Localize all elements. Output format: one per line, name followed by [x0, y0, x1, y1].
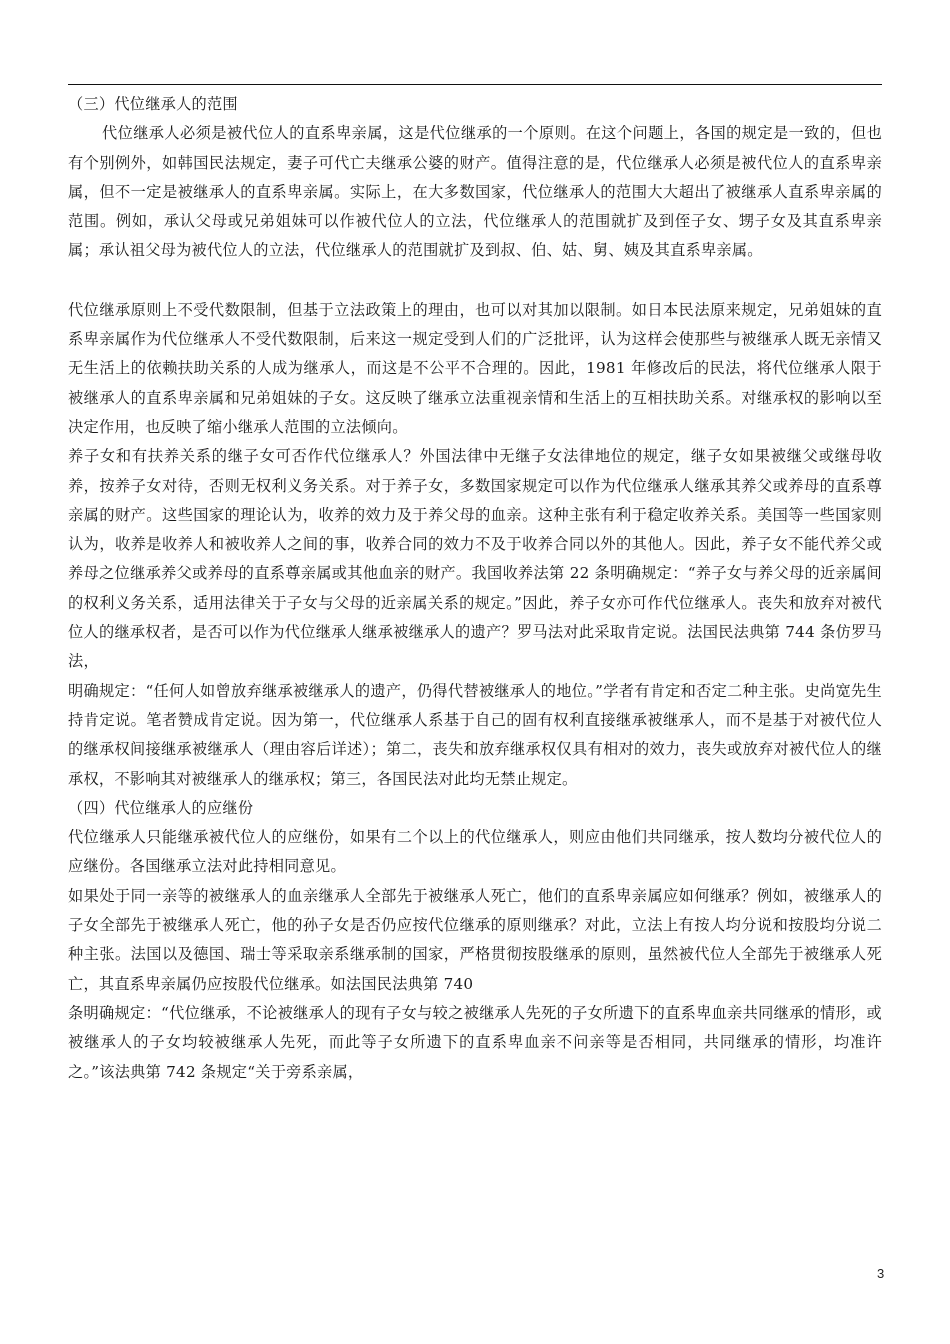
document-body — [68, 90, 882, 1087]
section-heading-4: （四）代位继承人的应继份 — [68, 798, 254, 817]
paragraph: 养子女和有扶养关系的继子女可否作代位继承人？外国法律中无继子女法律地位的规定，继子女如果被继父或继母收养，按养子女对待，否则无权利义务关系。对于养子女，多数国家规定可以作为代位继承人继承其养父或养母的直系尊亲属的财产。这些国家的理论认为，收养的效力及于养父母的血亲。这种主张有利于稳定收养关系。美国等一些国家则认为，收养是收养人和被收养人之间的事，收养合同的效力不及于收养合同以外的其他人。因此，养子女不能代养父或养母之位继承养父或养母的直系尊亲属或其他血亲的财产。我国收养法第 22 条明确规定：“养子女与养父母的近亲属间的权利义务关系，适用法律关于子女与父母的近亲属关系的规定。”因此，养子女亦可作代位继承人。丧失和放弃对被代位人的继承权者，是否可以作为代位继承人继承被继承人的遗产？罗马法对此采取肯定说。法国民法典第 744 条仿罗马法， — [68, 447, 882, 671]
section-heading-3: （三）代位继承人的范围 — [68, 95, 238, 113]
paragraph: 代位继承人必须是被代位人的直系卑亲属，这是代位继承的一个原则。在这个问题上，各国的规定是一致的，但也有个别例外，如韩国民法规定，妻子可代亡夫继承公婆的财产。值得注意的是，代位继承人必须是被代位人的直系卑亲属，但不一定是被继承人的直系卑亲属。实际上，在大多数国家，代位继承人的范围大大超出了被继承人直系卑亲属的范围。例如，承认父母或兄弟姐妹可以作被代位人的立法，代位继承人的范围就扩及到侄子女、甥子女及其直系卑亲属；承认祖父母为被代位人的立法，代位继承人的范围就扩及到叔、伯、姑、舅、姨及其直系卑亲属。 — [68, 124, 882, 260]
page-number: 3 — [877, 1266, 885, 1281]
paragraph-spacer — [68, 266, 882, 296]
paragraph: 明确规定：“任何人如曾放弃继承被继承人的遗产，仍得代替被继承人的地位。”学者有肯定和否定二种主张。史尚宽先生持肯定说。笔者赞成肯定说。因为第一，代位继承人系基于自己的固有权利直接继承被继承人，而不是基于对被代位人的继承权间接继承被继承人（理由容后详述）；第二，丧失和放弃继承权仅具有相对的效力，丧失或放弃对被代位人的继承权，不影响其对被继承人的继承权；第三，各国民法对此均无禁止规定。 — [68, 681, 882, 788]
paragraph: 代位继承原则上不受代数限制，但基于立法政策上的理由，也可以对其加以限制。如日本民法原来规定，兄弟姐妹的直系卑亲属作为代位继承人不受代数限制，后来这一规定受到人们的广泛批评，认为这样会使那些与被继承人既无亲情又无生活上的依赖扶助关系的人成为继承人，而这是不公平不合理的。因此，1981 年修改后的民法，将代位继承人限于被继承人的直系卑亲属和兄弟姐妹的子女。这反映了继承立法重视亲情和生活上的互相扶助关系。对继承权的影响以至决定作用，也反映了缩小继承人范围的立法倾向。 — [68, 300, 882, 436]
header-rule — [68, 84, 882, 85]
paragraph: 如果处于同一亲等的被继承人的血亲继承人全部先于被继承人死亡，他们的直系卑亲属应如何继承？例如，被继承人的子女全部先于被继承人死亡，他的孙子女是否仍应按代位继承的原则继承？对此，立法上有按人均分说和按股均分说二种主张。法国以及德国、瑞士等采取亲系继承制的国家，严格贯彻按股继承的原则，虽然被代位人全部先于被继承人死亡，其直系卑亲属仍应按股代位继承。如法国民法典第 740 — [68, 886, 882, 993]
paragraph: 条明确规定：“代位继承，不论被继承人的现有子女与较之被继承人先死的子女所遗下的直系卑血亲共同继承的情形，或被继承人的子女均较被继承人先死，而此等子女所遗下的直系卑血亲不问亲等是否相同，共同继承的情形，均准许之。”该法典第 742 条规定“关于旁系亲属， — [68, 1003, 882, 1081]
paragraph: 代位继承人只能继承被代位人的应继份，如果有二个以上的代位继承人，则应由他们共同继承，按人数均分被代位人的应继份。各国继承立法对此持相同意见。 — [68, 828, 882, 876]
